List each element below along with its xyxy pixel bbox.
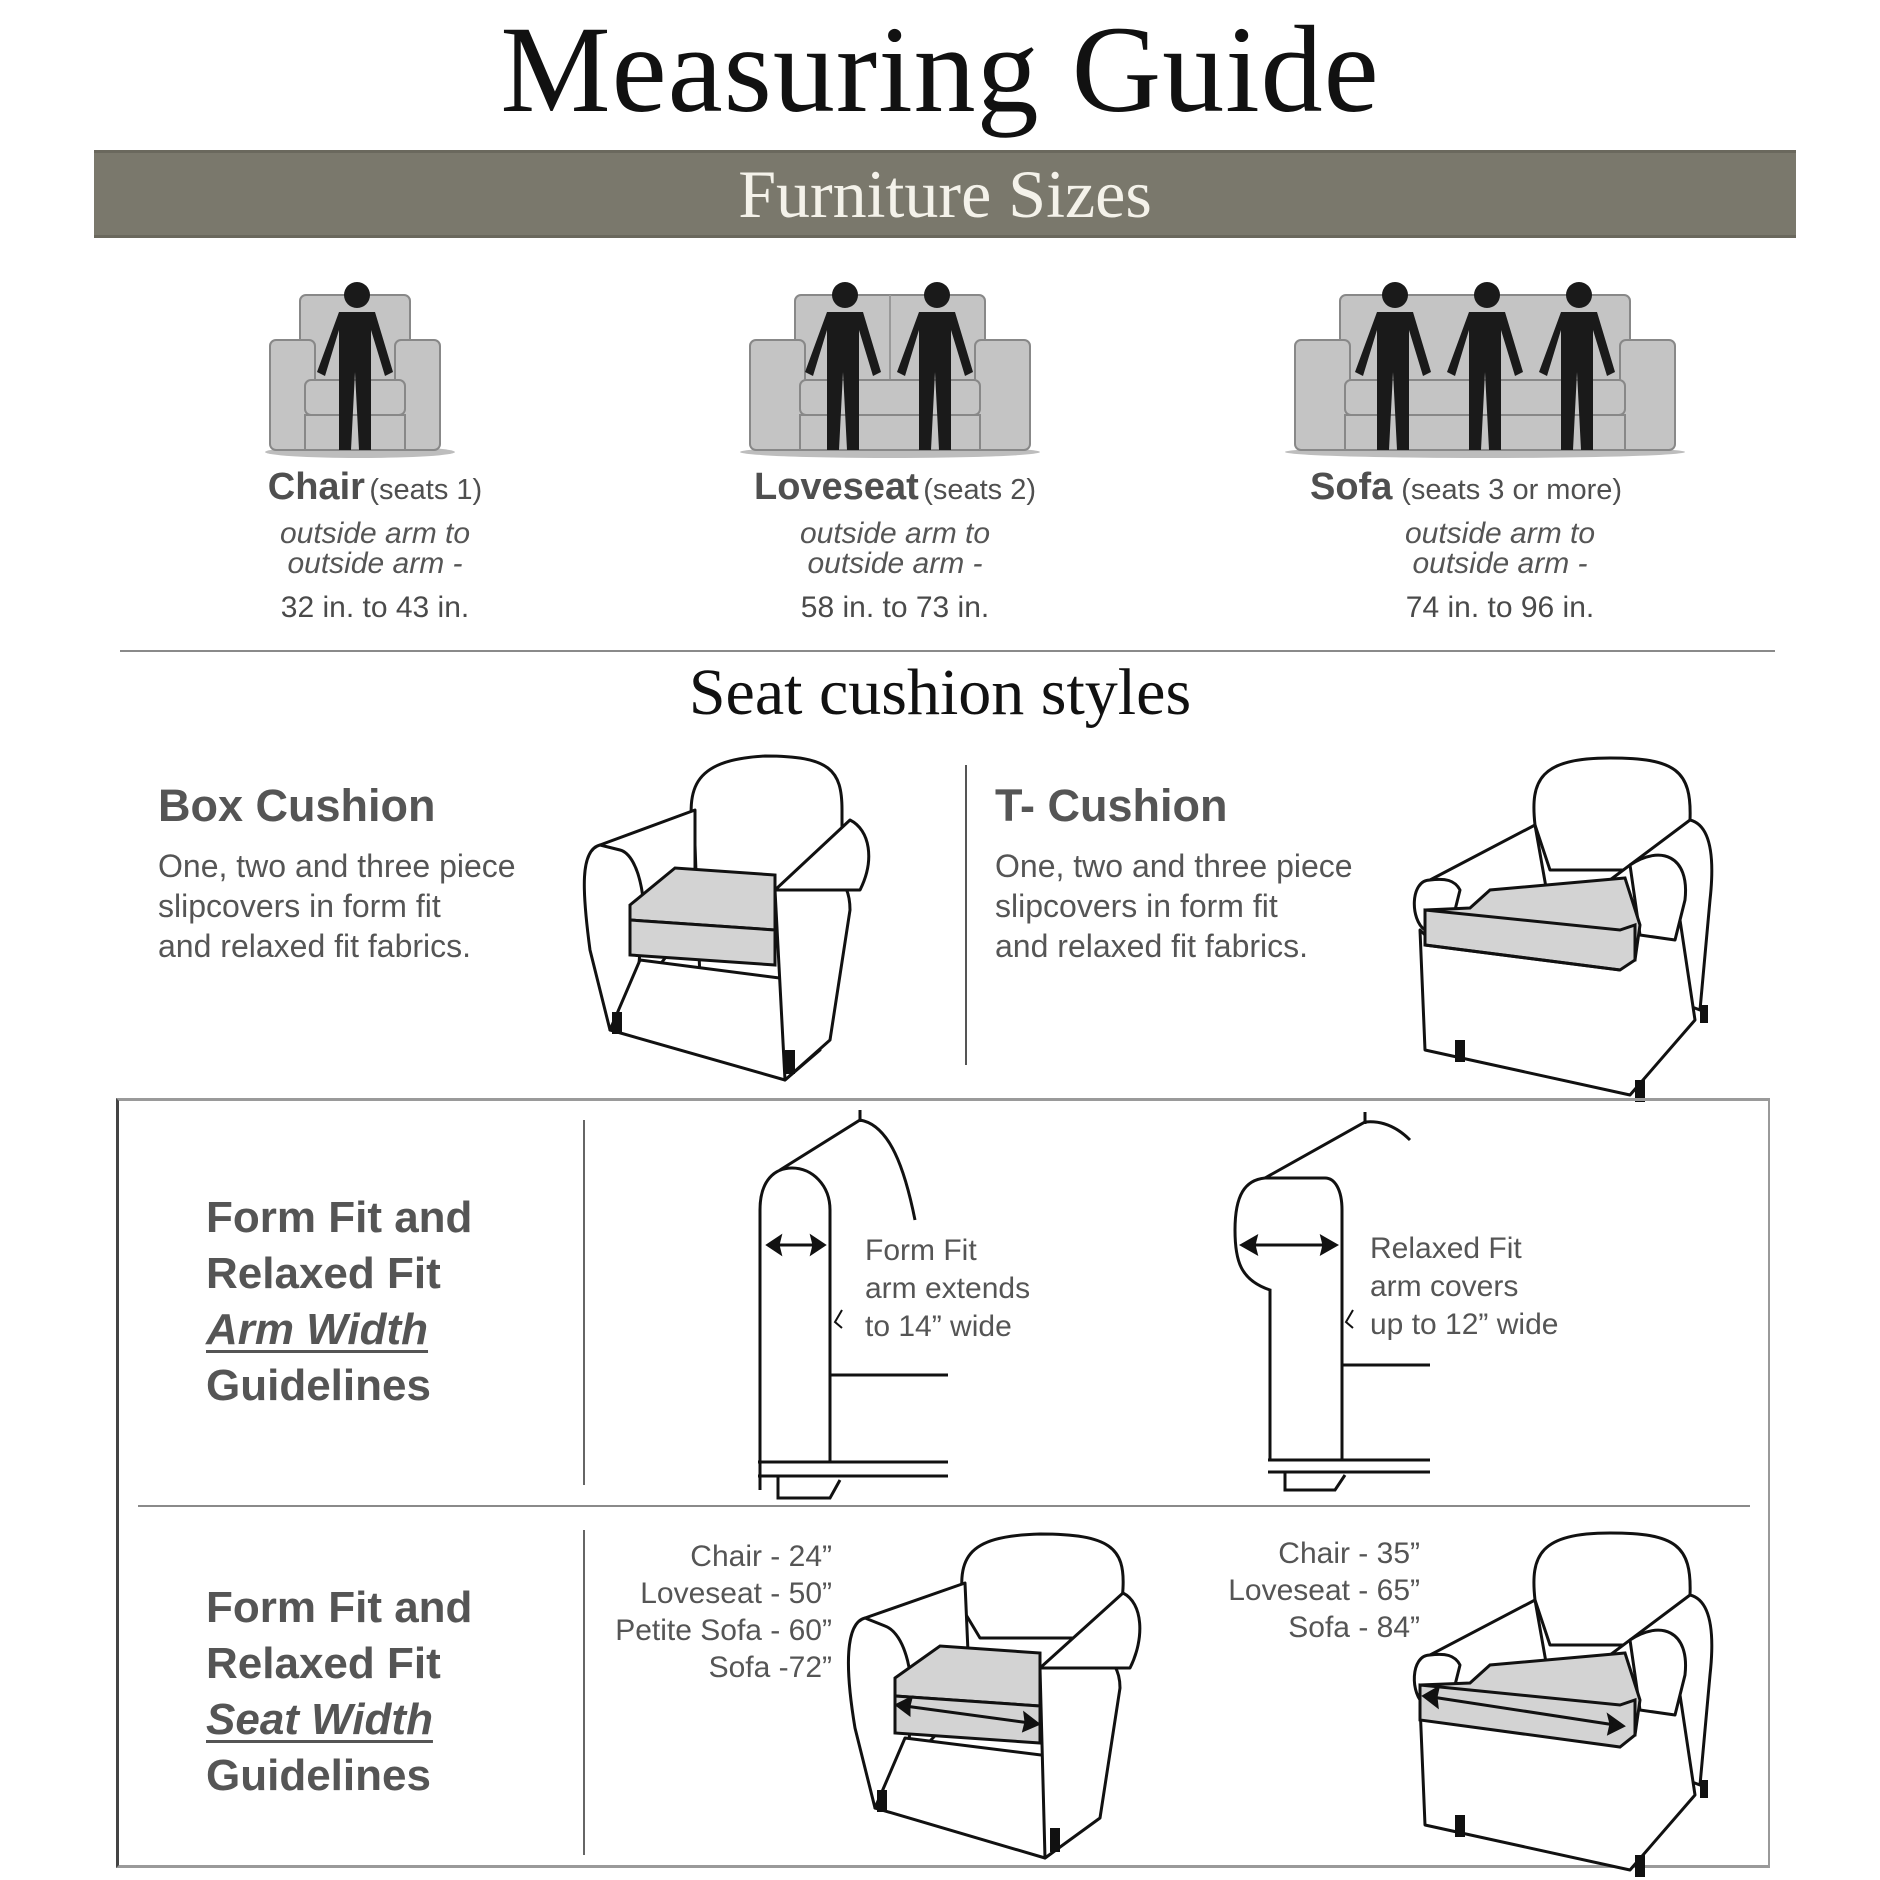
box-cushion-info: Box Cushion One, two and three piece slipcovers in form fit and relaxed fit fabrics. <box>158 780 516 964</box>
divider <box>120 650 1775 652</box>
furniture-loveseat: Loveseat (seats 2) outside arm to outside arm - 58 in. to 73 in. <box>715 466 1075 625</box>
sofa-seats-3-icon <box>1290 280 1690 460</box>
furniture-sofa: Sofa (seats 3 or more) outside arm to outside arm - 74 in. to 96 in. <box>1310 466 1710 625</box>
furniture-chair: Chair (seats 1) outside arm to outside arm - 32 in. to 43 in. <box>200 466 550 625</box>
page-title: Measuring Guide <box>500 1 1380 138</box>
sofa-range: 74 in. to 96 in. <box>1405 591 1595 624</box>
t-cushion-seat-width-diagram <box>1410 1525 1750 1845</box>
arm-width-guidelines-title: Form Fit and Relaxed Fit Arm Width Guidelines <box>206 1193 473 1410</box>
box-cushion-seat-width-diagram <box>845 1528 1175 1848</box>
cushion-divider <box>965 765 967 1065</box>
guidelines-divider <box>138 1505 1750 1507</box>
chair-range: 32 in. to 43 in. <box>280 591 470 624</box>
loveseat-range: 58 in. to 73 in. <box>800 591 990 624</box>
t-cushion-info: T- Cushion One, two and three piece slipcovers in form fit and relaxed fit fabrics. <box>995 780 1353 964</box>
banner-label: Furniture Sizes <box>738 156 1152 232</box>
section-banner <box>94 150 1796 238</box>
t-cushion-chair-icon <box>1410 750 1750 1070</box>
form-fit-arm-note: Form Fit arm extends to 14” wide <box>865 1234 1031 1343</box>
section-title-seat-cushion: Seat cushion styles <box>688 656 1192 729</box>
seat-width-guidelines-title: Form Fit and Relaxed Fit Seat Width Guidelines <box>206 1583 473 1800</box>
loveseat-seats-2-icon <box>745 280 1045 460</box>
t-cushion-seat-sizes: Chair - 35” Loveseat - 65” Sofa - 84” <box>1228 1537 1420 1644</box>
box-cushion-chair-icon <box>580 750 900 1060</box>
box-cushion-seat-sizes: Chair - 24” Loveseat - 50” Petite Sofa - 60” Sofa -72” <box>615 1540 832 1684</box>
relaxed-fit-arm-note: Relaxed Fit arm covers up to 12” wide <box>1370 1232 1559 1341</box>
chair-seats-1-icon <box>265 280 465 460</box>
